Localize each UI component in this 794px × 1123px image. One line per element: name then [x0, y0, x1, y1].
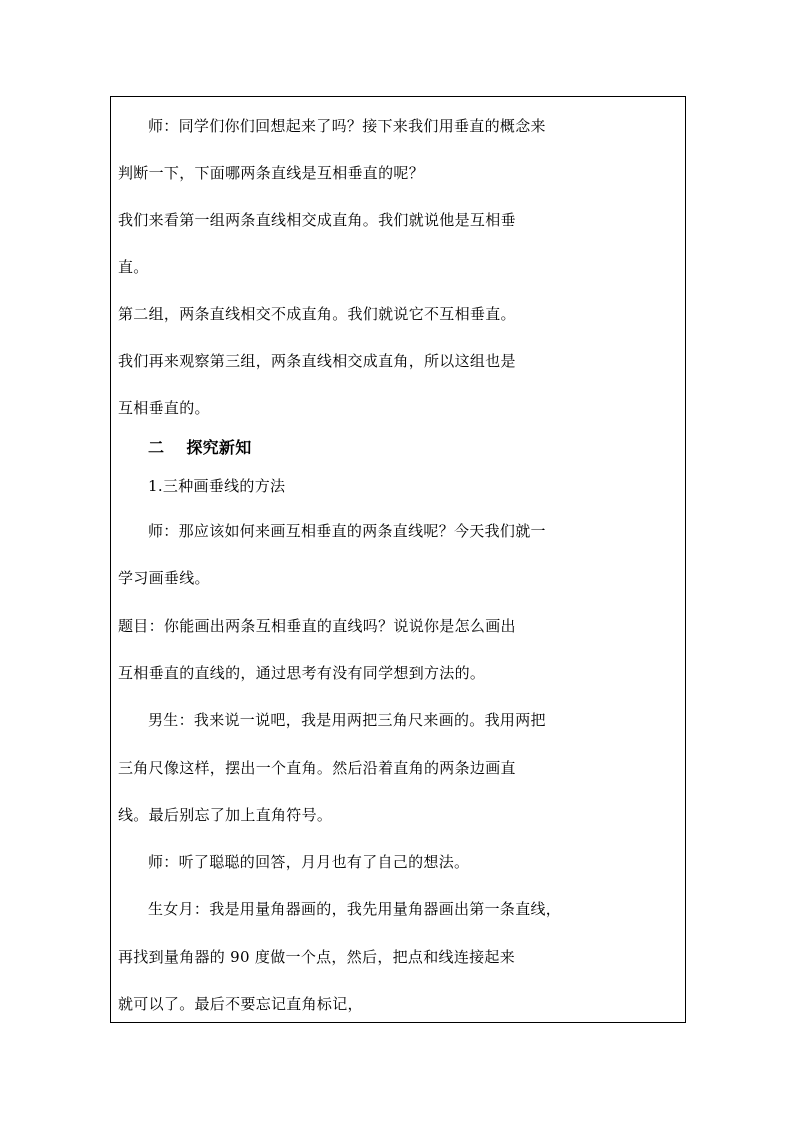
subsection-heading: 1.三种画垂线的方法	[148, 477, 286, 495]
paragraph-line: 男生：我来说一说吧，我是用两把三角尺来画的。我用两把	[148, 711, 546, 729]
paragraph-line: 学习画垂线。	[118, 569, 210, 587]
paragraph-line: 我们再来观察第三组，两条直线相交成直角，所以这组也是	[118, 352, 516, 370]
paragraph-line: 师：那应该如何来画互相垂直的两条直线呢？今天我们就一	[148, 522, 546, 540]
paragraph-line: 第二组，两条直线相交不成直角。我们就说它不互相垂直。	[118, 305, 516, 323]
table-cell-border	[110, 96, 686, 1023]
paragraph-line: 再找到量角器的 90 度做一个点，然后，把点和线连接起来	[118, 948, 516, 966]
paragraph-line: 师：同学们你们回想起来了吗？接下来我们用垂直的概念来	[148, 117, 546, 135]
section-number: 二	[148, 438, 165, 457]
paragraph-line: 我们来看第一组两条直线相交成直角。我们就说他是互相垂	[118, 211, 516, 229]
paragraph-line: 师：听了聪聪的回答，月月也有了自己的想法。	[148, 853, 470, 871]
paragraph-line: 生女月：我是用量角器画的，我先用量角器画出第一条直线，	[148, 900, 562, 918]
paragraph-line: 三角尺像这样，摆出一个直角。然后沿着直角的两条边画直	[118, 759, 516, 777]
paragraph-line: 判断一下，下面哪两条直线是互相垂直的呢？	[118, 164, 425, 182]
paragraph-line: 题目：你能画出两条互相垂直的直线吗？说说你是怎么画出	[118, 617, 516, 635]
paragraph-line: 就可以了。最后不要忘记直角标记，	[118, 995, 363, 1013]
paragraph-line: 线。最后别忘了加上直角符号。	[118, 806, 333, 824]
section-title: 探究新知	[186, 438, 252, 457]
paragraph-line: 直。	[118, 258, 149, 276]
paragraph-line: 互相垂直的直线的，通过思考有没有同学想到方法的。	[118, 664, 486, 682]
paragraph-line: 互相垂直的。	[118, 399, 210, 417]
section-heading	[148, 438, 252, 458]
